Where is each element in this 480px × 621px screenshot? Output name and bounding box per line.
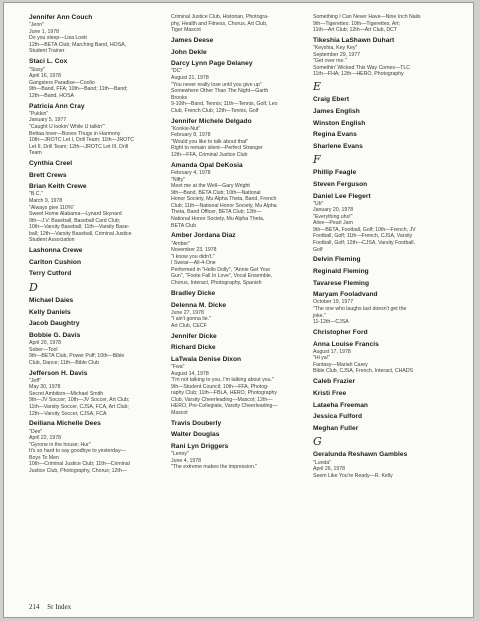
senior-details: "Amber" November 23, 1978 "I know you didn't." I Swear—All-4-One Performed in "Hello Dolly", "Annie Get Your Gun", "Foote Fall In Love", Vocal Ensemble, Chorus, Interact, Photography, Spanish	[171, 240, 273, 286]
senior-entry	[171, 420, 309, 428]
senior-name: Steven Ferguson	[313, 180, 368, 188]
senior-entry	[29, 172, 167, 180]
senior-name: Staci L. Cox	[29, 58, 68, 66]
senior-name: James Deese	[171, 37, 214, 45]
senior-entry	[313, 341, 451, 375]
senior-entry	[313, 143, 451, 151]
senior-entry	[171, 431, 309, 439]
senior-name: Rani Lyn Driggers	[171, 443, 229, 451]
senior-name: Cynthia Creel	[29, 160, 73, 168]
senior-name: Geralunda Reshawn Gambles	[313, 451, 408, 459]
senior-entry	[171, 60, 309, 114]
senior-name: Jacob Daughtry	[29, 320, 80, 328]
senior-name: Bradley Dicke	[171, 289, 216, 297]
senior-details: August 17, 1978 "Hi ya!" Fantasy—Mariah Carey Bible Club, CJSA, French, Interact, CHADS	[313, 348, 414, 375]
senior-entry	[313, 169, 451, 177]
senior-entry	[313, 96, 451, 104]
senior-entry	[313, 193, 451, 254]
index-columns	[29, 14, 461, 593]
senior-entry	[29, 297, 167, 305]
senior-entry	[313, 14, 451, 34]
senior-details: "Jenn" June 1, 1978 Do you sleep—Lisa Loeb 12th—BETA Club; Marching Band, HOSA, Student Trainer	[29, 22, 127, 55]
senior-name: Daniel Lee Flegert	[313, 192, 371, 200]
section-title: Sr Index	[47, 603, 72, 611]
senior-entry	[29, 270, 167, 278]
senior-details: "Uh" January 20, 1978 "Everything uhs!" Alive—Pearl Jam 9th—BETA, Football, Golf; 10th—French, JV Football, Golf; 11th—French, CJSA, Varsity Football, Golf; 12th—CJSA, Varsity Football, Golf	[313, 200, 416, 253]
senior-details: Criminal Justice Club, Historian, Photogra- phy, Health and Fitness, Chorus, Art Club, Tiger Mascot	[171, 14, 269, 34]
senior-name: Patricia Ann Cray	[29, 102, 85, 110]
yearbook-page	[3, 2, 474, 618]
senior-name: Jennifer Ann Couch	[29, 14, 93, 21]
senior-entry	[171, 356, 309, 417]
senior-name: Jennifer Dicke	[171, 332, 217, 340]
senior-entry	[313, 413, 451, 421]
page-footer	[29, 603, 71, 611]
senior-name: Walter Douglas	[171, 431, 220, 439]
senior-entry	[313, 131, 451, 139]
index-column-1	[29, 14, 167, 478]
senior-entry	[313, 120, 451, 128]
senior-entry	[171, 37, 309, 45]
senior-name: Delvin Fleming	[313, 256, 361, 264]
senior-entry	[313, 378, 451, 386]
senior-name: Richard Dicke	[171, 344, 216, 352]
senior-name: Carlton Cushion	[29, 258, 82, 266]
senior-entry	[313, 402, 451, 410]
senior-entry	[171, 162, 309, 229]
senior-entry	[313, 425, 451, 433]
senior-details: "Lenny" June 4, 1978 "The extreme makes the impression."	[171, 451, 258, 471]
senior-entry	[29, 183, 167, 244]
senior-entry	[29, 160, 167, 168]
senior-name: Caleb Frazier	[313, 378, 356, 386]
senior-name: Sharlene Evans	[313, 142, 363, 150]
senior-details: "Keyshia, Key Key" September 29, 1977 "Get over me." Somethin' Wicked This Way Comes—TLC 11th—FHA; 12th—HERO, Photography	[313, 45, 410, 78]
senior-name: James English	[313, 107, 360, 115]
senior-details: "Lunda" April 26, 1978 Seem Like You're Ready—R. Kelly	[313, 459, 393, 479]
section-letter: F	[313, 153, 321, 167]
senior-entry	[29, 103, 167, 157]
senior-name: Lataeha Freeman	[313, 401, 368, 409]
senior-entry	[313, 37, 451, 78]
senior-details: February 4, 1978 "Nifty" Meet me at the Well—Gary Wright 9th—Band, BETA Club; 10th—National Honor Society, Mu Alpha Theta, Band, French Club; 11th—National Honor Society, Mu Alpha Theta, Band Officer, BETA Club; 12th— National Honor Society, Mu Alpha Theta, BETA Club	[171, 170, 277, 229]
index-column-3	[313, 14, 451, 483]
senior-details: "Dee" April 22, 1978 "Gyrone in the house; Hur" It's so hard to say goodbye to yesterday— Boys To Men 10th—Criminal Justice Club; 11th—Criminal Justice Club, Photography, Chorus; 12th—	[29, 428, 130, 474]
senior-name: Terry Cutford	[29, 270, 72, 278]
senior-entry	[171, 333, 309, 341]
senior-name: Maryam Fooladvand	[313, 291, 378, 299]
senior-entry	[29, 14, 167, 55]
senior-details: "Pukkin" January 5, 1977 "Caught U lookin' While U talkin'" Bettaa lover—Bones Thugs in Harmony 10th—JROTC Let I, Drill Team; 11th—JROTC Let II, Drill Team; 12th—JROTC Let III, Drill Team	[29, 110, 135, 157]
senior-name: Amber Jordana Diaz	[171, 232, 236, 240]
senior-entry	[29, 247, 167, 255]
senior-name: Christopher Ford	[313, 329, 368, 337]
senior-entry	[29, 420, 167, 474]
senior-name: Darcy Lynn Page Delaney	[171, 60, 253, 68]
senior-entry	[171, 302, 309, 330]
senior-name: Jessica Fulford	[313, 413, 363, 421]
senior-entry	[29, 58, 167, 99]
senior-entry	[171, 232, 309, 286]
senior-name: Michael Daies	[29, 297, 74, 305]
senior-details: April 20, 1978 Sober—Tool 9th—BETA Club, Power Puff; 10th—Bible Club, Dance; 11th—Bible Club	[29, 340, 125, 366]
senior-entry	[171, 344, 309, 352]
senior-name: Brian Keith Crewe	[29, 183, 87, 191]
senior-details: Something I Can Never Have—Nine Inch Nails 9th—Tigerettes; 10th—Tigerettes, Art; 11th—Art Club; 12th—Art Club, DCT	[313, 14, 421, 34]
senior-name: Meghan Fuller	[313, 424, 359, 432]
senior-entry	[29, 259, 167, 267]
senior-entry	[313, 181, 451, 189]
senior-entry	[171, 14, 309, 34]
senior-name: Travis Douberly	[171, 419, 222, 427]
senior-entry	[171, 290, 309, 298]
senior-entry	[29, 309, 167, 317]
senior-details: June 27, 1978 "I ain't gonna lie." Art Club, CECF	[171, 309, 211, 329]
senior-name: Deiliana Michelle Dees	[29, 420, 101, 428]
senior-name: Kelly Daniels	[29, 308, 71, 316]
senior-name: Phillip Feagle	[313, 169, 357, 177]
senior-entry	[29, 320, 167, 328]
senior-name: Tavarese Fleming	[313, 279, 370, 287]
senior-entry	[313, 256, 451, 264]
senior-entry	[29, 370, 167, 417]
senior-entry	[313, 390, 451, 398]
senior-entry	[313, 280, 451, 288]
senior-details: "Sissy" April 16, 1978 Gangsters Paradise—Coolio 9th—Band, FFA; 10th—Band; 11th—Band; 12th—Band, HOSA	[29, 66, 128, 99]
senior-name: Delenna M. Dicke	[171, 301, 227, 309]
senior-name: Tikeshia LaShawn Duhart	[313, 37, 395, 45]
senior-details: "DC" August 21, 1978 "You never really lose until you give up" Somewhere Other Than The Night—Garth Brooks 9-10th—Band, Tennis; 11th—Tennis, Golf, Leo Club, French Club; 12th—Tennis, Golf	[171, 68, 278, 114]
senior-details: "Kookie-Nut" February 8, 1978 "Would you like to talk about that" Right to remain silent—Perfect Stranger 12th—FFA, Criminal Justice Club	[171, 125, 263, 159]
section-letter: D	[29, 281, 38, 295]
senior-entry	[171, 118, 309, 159]
senior-name: Regina Evans	[313, 131, 357, 139]
index-column-2	[171, 14, 309, 474]
senior-name: Jennifer Michele Delgado	[171, 117, 252, 125]
senior-details: "B.C." March 9, 1978 "Always give 110%" Sweet Home Alabama—Lynard Skynard 9th—J.V. Baseball, Baseball Card Club; 10th—Varsity Baseball; 11th—Varsity Base- ball; 12th—Varsity Baseball, Criminal Justice Student Association	[29, 191, 132, 244]
senior-name: Brett Crews	[29, 171, 67, 179]
section-letter: E	[313, 80, 322, 94]
senior-details: "Fwa" August 14, 1978 "I'm not talking to you, I'm talking about you." 9th—Student Council; 10th—FFA, Photog- raphy Club; 11th—FBLA, HERO, Photography Club, Varsity Cheerleading—Mascot; 12th— HERO, Pre-Collegiate, Varsity Cheerleading— Mascot	[171, 364, 278, 416]
senior-name: Reginald Fleming	[313, 268, 369, 276]
senior-name: Craig Ebert	[313, 96, 350, 104]
senior-name: Lashonna Crewe	[29, 247, 83, 255]
senior-name: LaTwala Denise Dixon	[171, 355, 242, 363]
senior-entry	[171, 49, 309, 57]
senior-name: Bobbie G. Davis	[29, 331, 81, 339]
senior-name: Winston English	[313, 119, 366, 127]
senior-name: Kristi Free	[313, 390, 347, 398]
section-letter: G	[313, 435, 322, 449]
senior-name: Jefferson H. Davis	[29, 369, 88, 377]
page-number: 214	[29, 603, 40, 611]
senior-name: John Dekle	[171, 48, 207, 56]
senior-entry	[171, 443, 309, 471]
senior-name: Amanda Opal DeKosia	[171, 161, 243, 169]
senior-details: "Jeff" May 30, 1978 Secret Ambition—Michael Smith 9th—JV Soccer; 10th—JV Soccer, Art Club; 11th—Varsity Soccer, CJSA, FCA, Art Club; 12th—Varsity Soccer, CJSA, FCA	[29, 377, 130, 417]
senior-entry	[313, 329, 451, 337]
senior-name: Anna Louise Francis	[313, 340, 379, 348]
senior-entry	[313, 451, 451, 479]
senior-entry	[29, 332, 167, 366]
senior-entry	[313, 108, 451, 116]
senior-entry	[313, 268, 451, 276]
senior-entry	[313, 291, 451, 325]
senior-details: October 19, 1977 "The one who laughs last doesn't get the joke." 11-12th—CJSA	[313, 299, 407, 326]
